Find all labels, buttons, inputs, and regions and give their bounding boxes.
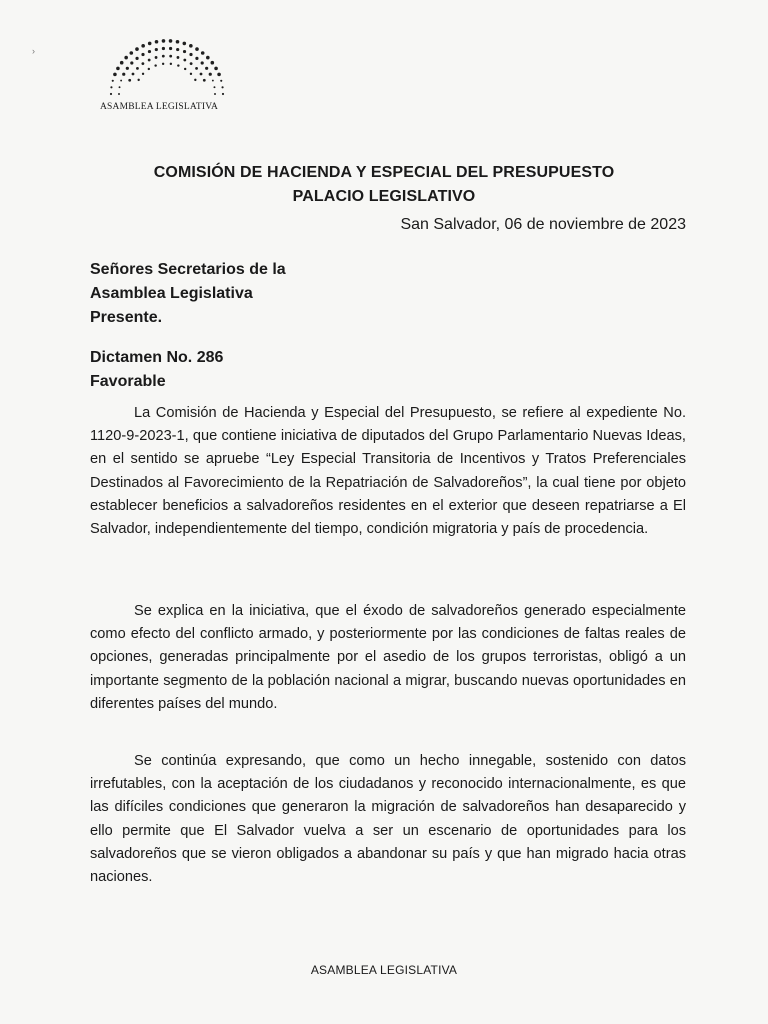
recipient-block [90,258,286,330]
scan-artifact-mark: › [32,46,35,56]
dictamen-status: Favorable [90,373,166,390]
assembly-logo [92,30,242,112]
recipient-line: Asamblea Legislativa [90,285,253,302]
recipient-line: Presente. [90,309,163,326]
logo-caption: ASAMBLEA LEGISLATIVA [100,102,219,112]
hemicycle-seal-icon [92,30,242,98]
dictamen-number: Dictamen No. 286 [90,349,224,366]
body-paragraph: La Comisión de Hacienda y Especial del Presupuesto, se refiere al expediente No. 1120-9-2023-1, que contiene iniciativa de diputados del Grupo Parlamentario Nuevas Ideas, en el sentido se apruebe “Ley Especial Transitoria de Incentivos y Tratos Preferenciales Destinados al Favorecimiento de la Repatriación de Salvadoreños”, la cual tiene por objeto establecer beneficios a salvadoreños residentes en el exterior que deseen repatriarse a El Salvador, independientemente del tiempo, condición migratoria y país de procedencia. [90,405,686,538]
recipient-line: Señores Secretarios de la [90,261,286,278]
page-footer: ASAMBLEA LEGISLATIVA [310,963,458,977]
document-date: San Salvador, 06 de noviembre de 2023 [400,216,686,233]
dictamen-block [90,346,223,394]
palace-subtitle: PALACIO LEGISLATIVO [292,188,476,205]
body-paragraph: Se continúa expresando, que como un hecho innegable, sostenido con datos irrefutables, con la aceptación de los ciudadanos y reconocido internacionalmente, es que las difíciles condiciones que generaron la migración de salvadoreños han desaparecido y ello permite que El Salvador vuelva a ser un escenario de oportunidades para los salvadoreños que se vieron obligados a abandonar su país y que han migrado hacia otras naciones. [90,753,686,886]
body-paragraph: Se explica en la iniciativa, que el éxodo de salvadoreños generado especialmente como efecto del conflicto armado, y posteriormente por las condiciones de faltas reales de opciones, generadas principalmente por el asedio de los grupos terroristas, obligó a un importante segmento de la población nacional a migrar, buscando nuevas oportunidades en diferentes países del mundo. [90,603,686,712]
commission-title: COMISIÓN DE HACIENDA Y ESPECIAL DEL PRESUPUESTO [153,164,615,181]
